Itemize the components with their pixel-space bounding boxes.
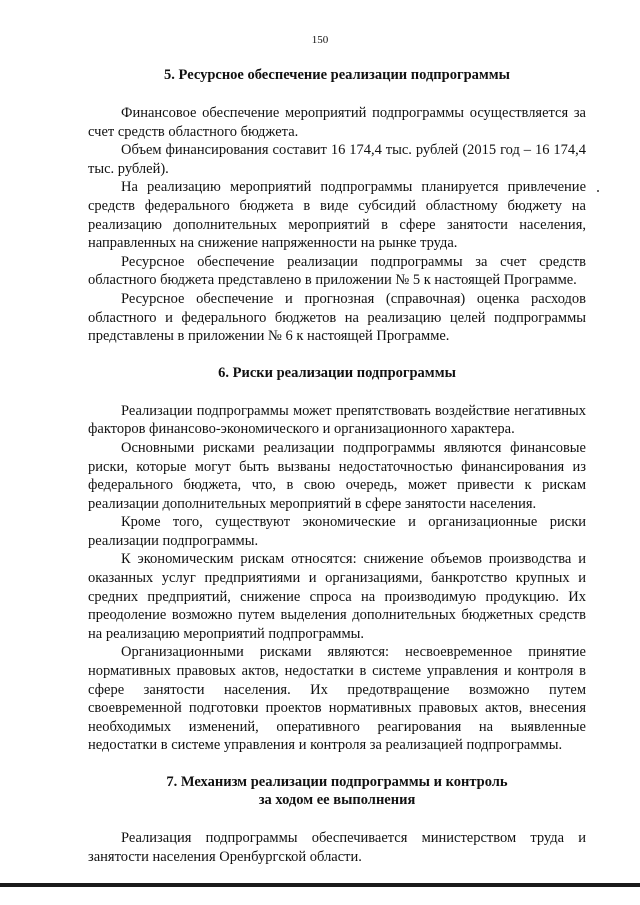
section-risks bbox=[88, 364, 586, 755]
paragraph: Объем финансирования составит 16 174,4 тыс. рублей (2015 год – 16 174,4 тыс. рублей). bbox=[88, 142, 586, 177]
paragraph: К экономическим рискам относятся: снижение объемов производства и оказанных услуг предприятиями и организациями, банкротство крупных и средних предприятий, снижение спроса на производимую продукцию. Их преодоление возможно путем выделения дополнительных бюджетных средств на реализацию мероприятий подпрограммы. bbox=[88, 551, 586, 642]
section-heading-line: 5. Ресурсное обеспечение реализации подпрограммы bbox=[164, 67, 510, 83]
document-body bbox=[88, 66, 586, 866]
paragraph: На реализацию мероприятий подпрограммы планируется привлечение средств федерального бюджета в виде субсидий областному бюджету на реализацию дополнительных мероприятий в сфере занятости населения, направленных на снижение напряженности на рынке труда. bbox=[88, 179, 586, 252]
section-heading bbox=[88, 364, 586, 382]
section-heading-line: 7. Механизм реализации подпрограммы и контроль bbox=[166, 774, 508, 790]
paragraph: Реализации подпрограммы может препятствовать воздействие негативных факторов финансово-экономического и организационного характера. bbox=[88, 402, 586, 438]
paragraph: Ресурсное обеспечение реализации подпрограммы за счет средств областного бюджета представлено в приложении № 5 к настоящей Программе. bbox=[88, 253, 586, 289]
paragraph: Кроме того, существуют экономические и организационные риски реализации подпрограммы. bbox=[88, 514, 586, 549]
paragraph: Реализация подпрограммы обеспечивается министерством труда и занятости населения Оренбургской области. bbox=[88, 830, 586, 865]
section-resource-provision bbox=[88, 66, 586, 346]
footer-rule bbox=[0, 883, 640, 887]
section-heading bbox=[88, 773, 586, 809]
section-heading bbox=[88, 66, 586, 84]
section-heading-line: за ходом ее выполнения bbox=[258, 792, 416, 808]
section-mechanism bbox=[88, 773, 586, 866]
paragraph: Финансовое обеспечение мероприятий подпрограммы осуществляется за счет средств областного бюджета. bbox=[88, 105, 586, 140]
paragraph: Ресурсное обеспечение и прогнозная (справочная) оценка расходов областного и федерального бюджетов на реализацию целей подпрограммы представлены в приложении № 6 к настоящей Программе. bbox=[88, 290, 586, 345]
paragraph: Основными рисками реализации подпрограммы являются финансовые риски, которые могут быть вызваны недостаточностью финансирования из федерального бюджета, что, в свою очередь, может привести к рискам реализации дополнительных мероприятий в сфере занятости населения. bbox=[88, 439, 586, 512]
scan-speck bbox=[597, 190, 599, 192]
page-number: 150 bbox=[311, 34, 329, 46]
paragraph: Организационными рисками являются: несвоевременное принятие нормативных правовых актов, недостатки в системе управления и контроля в сфере занятости населения. Их предотвращение возможно путем своевременной подготовки проектов нормативных правовых актов, внесения необходимых изменений, оперативного реагирования на выявленные недостатки в системе управления и контроля за реализацией подпрограммы. bbox=[88, 644, 586, 754]
section-heading-line: 6. Риски реализации подпрограммы bbox=[218, 364, 456, 381]
